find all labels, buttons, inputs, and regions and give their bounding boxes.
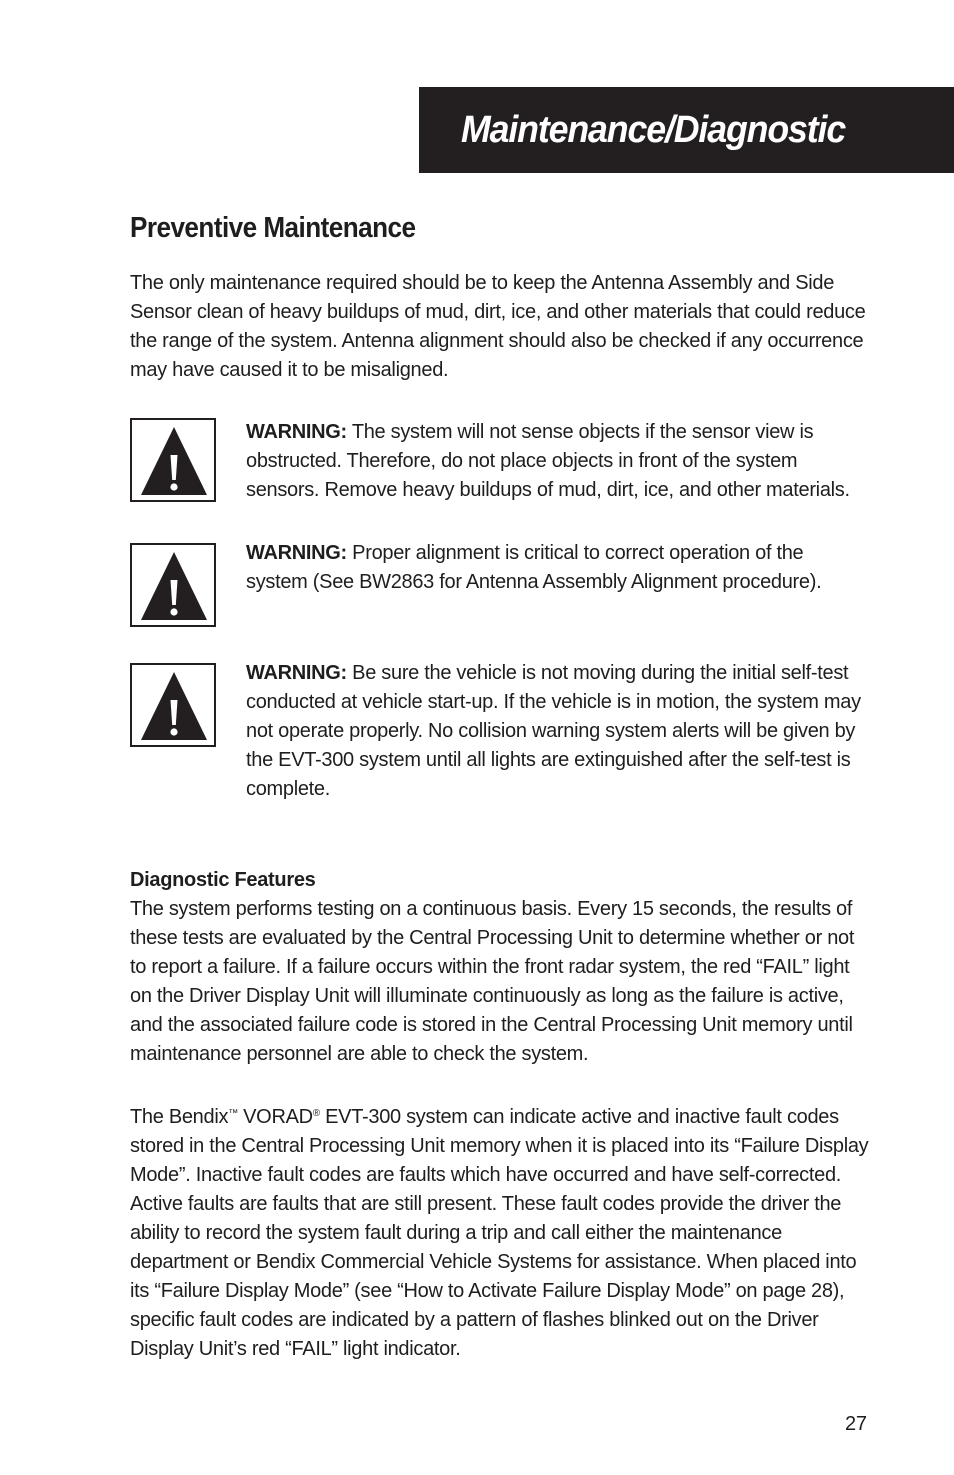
chapter-title: Maintenance/Diagnostic [461,108,846,151]
warning-triangle-icon [139,550,209,622]
diagnostic-paragraph-1: The system performs testing on a continuous basis. Every 15 seconds, the results of these tests are evaluated by the Central Processing Unit to determine whether or not to report a failure. If a failure occurs within the front radar system, the red “FAIL” light on the Driver Display Unit will illuminate continuously as long as the failure is active, and the associated failure code is stored in the Central Processing Unit memory until maintenance personnel are able to check the system. [130,898,855,1065]
warning-body: Proper alignment is critical to correct operation of the system (See BW2863 for Antenna Assembly Alignment procedure). [246,542,822,593]
section-heading: Preventive Maintenance [130,212,416,244]
text-segment: VORAD [237,1106,313,1128]
text-segment: The Bendix [130,1106,229,1128]
text-segment: EVT-300 system can indicate active and inactive fault codes stored in the Central Processing Unit memory when it is placed into its “Failure Display Mode”. Inactive fault codes are faults which have occurred and have self-corrected. Active faults are faults that are still present. These fault codes provide the driver the ability to record the system fault during a trip and call either the maintenance department or Bendix Commercial Vehicle Systems for assistance. When placed into its “Failure Display Mode” (see “How to Activate Failure Display Mode” on page 28), specific fault codes are indicated by a pattern of flashes blinked out on the Driver Display Unit’s red “FAIL” light indicator. [130,1106,869,1360]
warning-text [246,659,870,804]
warning-text [246,418,870,505]
warning-icon-box [130,663,216,747]
warning-triangle-icon [139,425,209,497]
warning-icon-box [130,418,216,502]
warning-label: WARNING: [246,421,347,443]
page-number: 27 [845,1413,867,1435]
warning-label: WARNING: [246,662,347,684]
registered-symbol: ® [312,1108,320,1119]
warning-body: The system will not sense objects if the sensor view is obstructed. Therefore, do not place objects in front of the system sensors. Remove heavy buildups of mud, dirt, ice, and other materials. [246,421,850,501]
warning-label: WARNING: [246,542,347,564]
trademark-symbol: ™ [228,1108,238,1119]
intro-paragraph: The only maintenance required should be to keep the Antenna Assembly and Side Sensor clean of heavy buildups of mud, dirt, ice, and other materials that could reduce the range of the system. Antenna alignment should also be checked if any occurrence may have caused it to be misaligned. [130,272,866,381]
warning-triangle-icon [139,670,209,742]
diagnostic-heading: Diagnostic Features [130,869,316,891]
chapter-banner [419,87,954,173]
warning-text [246,539,870,597]
warning-icon-box [130,543,216,627]
warning-body: Be sure the vehicle is not moving during the initial self-test conducted at vehicle start-up. If the vehicle is in motion, the system may not operate properly. No collision warning system alerts will be given by the EVT-300 system until all lights are extinguished after the self-test is complete. [246,662,861,800]
diagnostic-paragraph-2 [130,1103,870,1364]
